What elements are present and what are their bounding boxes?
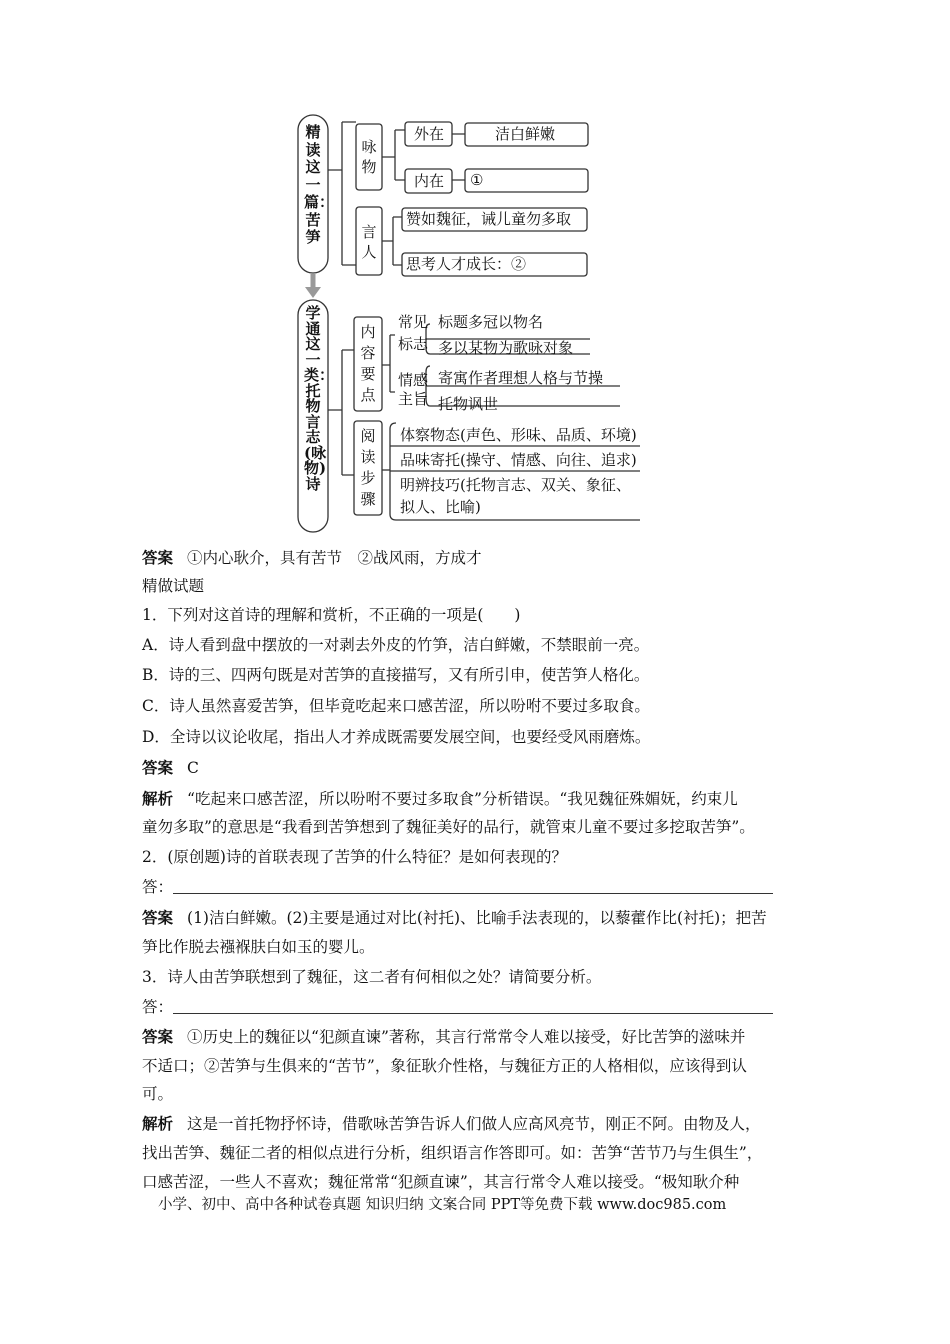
- q1-answer: 答案 C: [142, 758, 199, 777]
- step-3b: 拟人、比喻): [400, 498, 481, 516]
- q1-option-a: A．诗人看到盘中摆放的一对剥去外皮的竹笋，洁白鲜嫩，不禁眼前一亮。: [142, 636, 650, 654]
- q3-blank[interactable]: [173, 999, 773, 1014]
- q2-blank[interactable]: [173, 879, 773, 894]
- q3-analysis-3: 口感苦涩，一些人不喜欢；魏征常常“犯颜直谏”，其言行常令人难以接受。“极知耿介种: [142, 1173, 740, 1191]
- q2-answer-1: 答案 (1)洁白鲜嫩。(2)主要是通过对比(衬托)、比喻手法表现的，以藜藿作比(衬托)；把苦: [142, 908, 767, 927]
- step-3a: 明辨技巧(托物言志、双关、象征、: [400, 476, 631, 494]
- yanren-item-2: 思考人才成长：②: [406, 255, 527, 273]
- zhuzhi-label: 主旨: [398, 390, 429, 408]
- qinggan-label: 情感: [398, 371, 429, 389]
- yuedu-label: 阅读步骤: [360, 427, 376, 508]
- top-title: 精读这一篇：苦笋: [304, 123, 335, 246]
- biaozhi-item-1: 标题多冠以物名: [438, 313, 544, 331]
- section-title: 精做试题: [142, 577, 205, 595]
- yanren-label: 言人: [361, 223, 377, 261]
- yanren-item-1: 赞如魏征，诫儿童勿多取: [406, 210, 572, 228]
- biaozhi-item-2: 多以某物为歌咏对象: [438, 339, 574, 357]
- biaozhi-label: 标志: [398, 335, 429, 353]
- down-arrow-icon: [305, 274, 321, 298]
- q3-reply-line: 答：: [142, 997, 822, 1017]
- waizai-value: 洁白鲜嫩: [495, 125, 556, 143]
- q3-analysis-2: 找出苦笋、魏征二者的相似点进行分析，组织语言作答即可。如：苦笋“苦节乃与生俱生”，: [142, 1144, 763, 1162]
- q1-option-d: D．全诗以议论收尾，指出人才养成既需要发展空间，也要经受风雨磨炼。: [142, 728, 651, 746]
- zhuzhi-item-2: 托物讽世: [438, 395, 499, 413]
- q2-reply-line: 答：: [142, 877, 822, 897]
- neizai-value: ①: [470, 171, 484, 189]
- q3-answer-1: 答案 ①历史上的魏征以“犯颜直谏”著称，其言行常常令人难以接受，好比苦笋的滋味并: [142, 1027, 746, 1046]
- step-1: 体察物态(声色、形味、品质、环境): [400, 426, 637, 444]
- bottom-title: 学通这一类：托物言志(咏物)诗: [304, 304, 335, 493]
- q1-analysis-1: 解析 “吃起来口感苦涩，所以吩咐不要过多取食”分析错误。“我见魏征殊媚妩，约束儿: [142, 789, 738, 808]
- q1-option-c: C．诗人虽然喜爱苦笋，但毕竟吃起来口感苦涩，所以吩咐不要过多取食。: [142, 697, 650, 715]
- q3-answer-2: 不适口；②苦笋与生俱来的“苦节”，象征耿介性格，与魏征方正的人格相似，应该得到认: [142, 1057, 747, 1075]
- mind-map-diagram: [290, 110, 650, 535]
- neizai-label: 内在: [414, 172, 445, 190]
- waizai-label: 外在: [414, 125, 445, 143]
- yongwu-label: 咏物: [361, 138, 377, 176]
- answer-0: 答案 ①内心耿介，具有苦节 ②战风雨，方成才: [142, 548, 482, 567]
- q3-analysis-1: 解析 这是一首托物抒怀诗，借歌咏苦笋告诉人们做人应高风亮节，刚正不阿。由物及人，: [142, 1114, 761, 1133]
- question-3: 3．诗人由苦笋联想到了魏征，这二者有何相似之处？请简要分析。: [142, 968, 602, 986]
- question-1: 1．下列对这首诗的理解和赏析，不正确的一项是( ): [142, 606, 521, 624]
- q2-answer-2: 笋比作脱去襁褓肤白如玉的婴儿。: [142, 938, 375, 956]
- page-footer: 小学、初中、高中各种试卷真题 知识归纳 文案合同 PPT等免费下载 www.doc985.com: [158, 1197, 727, 1213]
- zhuzhi-item-1: 寄寓作者理想人格与节操: [438, 369, 604, 387]
- q3-answer-3: 可。: [142, 1085, 174, 1103]
- changjian-label: 常见: [398, 313, 429, 331]
- q1-analysis-2: 童勿多取”的意思是“我看到苦笋想到了魏征美好的品行，就管束儿童不要过多挖取苦笋”。: [142, 818, 755, 836]
- q1-option-b: B．诗的三、四两句既是对苦笋的直接描写，又有所引申，使苦笋人格化。: [142, 666, 650, 684]
- step-2: 品味寄托(操守、情感、向往、追求): [400, 451, 637, 469]
- question-2: 2．(原创题)诗的首联表现了苦笋的什么特征？是如何表现的？: [142, 848, 567, 866]
- neirong-label: 内容要点: [360, 323, 376, 404]
